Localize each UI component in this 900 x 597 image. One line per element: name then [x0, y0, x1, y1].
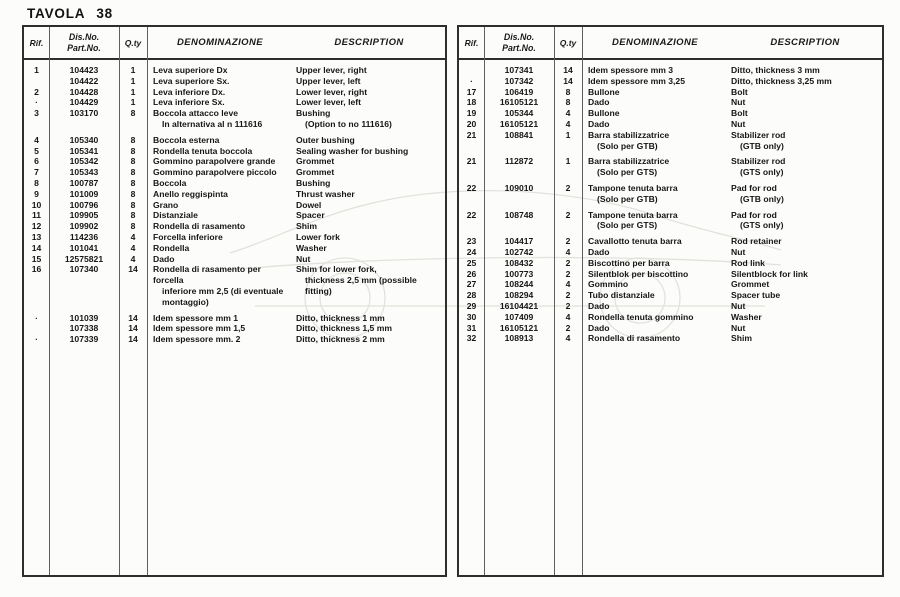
denominazione-cell: Idem spessore mm 1,5: [153, 323, 246, 334]
denominazione-cell: Leva inferiore Dx.: [153, 86, 226, 97]
column-rule: [49, 27, 50, 575]
description-cell: Spacer: [296, 210, 325, 221]
part-number-cell: 101039: [69, 312, 99, 323]
part-number-cell: 104428: [69, 86, 99, 97]
part-number-cell: 108432: [504, 257, 534, 268]
rif-cell: 25: [466, 257, 477, 268]
part-number-cell: 104422: [69, 75, 99, 86]
part-number-cell: 107409: [504, 311, 534, 322]
header-dis-no: Dis.No.: [68, 32, 100, 42]
table-row: [24, 243, 445, 254]
part-number-cell: 106419: [504, 86, 534, 97]
description-cell: Shim: [731, 333, 753, 344]
table-row: [24, 232, 445, 243]
table-row: [24, 167, 445, 178]
denominazione-cell: Distanziale: [153, 210, 198, 221]
quantity-cell: 14: [128, 264, 138, 275]
table-row: [24, 97, 445, 108]
quantity-cell: 8: [565, 97, 571, 108]
rif-cell: ·: [35, 97, 38, 108]
rif-cell: 11: [31, 210, 42, 221]
table-row: [459, 87, 882, 98]
description-cell: Nut: [731, 118, 746, 129]
rif-cell: 24: [466, 246, 477, 257]
part-number-cell: 114236: [69, 231, 99, 242]
table-row: [459, 183, 882, 205]
denominazione-cell: Rondella tenuta boccola: [153, 145, 253, 156]
part-number-cell: 108244: [504, 279, 534, 290]
quantity-cell: 1: [565, 129, 571, 140]
rif-cell: 1: [34, 65, 39, 75]
quantity-cell: 1: [565, 156, 571, 167]
description-cell: Ditto, thickness 2 mm: [296, 334, 385, 345]
table-row: [459, 290, 882, 301]
denominazione-cell: Dado: [588, 97, 610, 108]
denominazione-cell: Rondella di rasamento per forcella inferiore mm 2,5 (di eventuale montaggio): [153, 264, 284, 307]
part-number-cell: 107341: [504, 65, 534, 75]
rif-cell: 5: [34, 145, 39, 156]
table-row: [459, 76, 882, 87]
description-cell: Silentblock for link: [731, 268, 808, 279]
rif-cell: 29: [466, 300, 477, 311]
denominazione-cell: Bullone: [588, 86, 620, 97]
table-body-left: [24, 60, 445, 345]
part-number-cell: 101009: [69, 188, 99, 199]
description-cell: Bolt: [731, 86, 748, 97]
quantity-cell: 2: [565, 236, 571, 247]
denominazione-cell: Leva inferiore Sx.: [153, 97, 225, 108]
rif-cell: 22: [466, 209, 477, 220]
description-cell: Dowel: [296, 199, 322, 210]
rif-cell: 16: [31, 264, 42, 275]
description-cell: Shim: [296, 221, 318, 232]
part-number-cell: 100796: [69, 199, 99, 210]
table-row: [459, 210, 882, 232]
part-number-cell: 108294: [504, 290, 534, 301]
description-cell: Thrust washer: [296, 188, 355, 199]
header-dis-part-no: [484, 27, 554, 58]
description-cell: Bolt: [731, 108, 748, 119]
quantity-cell: 4: [565, 311, 571, 322]
description-cell: Stabilizer rod (GTB only): [731, 129, 786, 151]
denominazione-cell: Grano: [153, 199, 179, 210]
rif-cell: 20: [466, 118, 477, 129]
rif-cell: 10: [31, 199, 42, 210]
quantity-cell: 4: [130, 253, 136, 264]
denominazione-cell: Rondella di rasamento: [588, 333, 681, 344]
table-row: [459, 301, 882, 312]
denominazione-cell: Cavallotto tenuta barra: [588, 236, 682, 247]
denominazione-cell: Gommino parapolvere grande: [153, 156, 276, 167]
table-row: [459, 119, 882, 130]
rif-cell: 28: [466, 290, 477, 301]
header-denominazione: DENOMINAZIONE: [612, 37, 698, 48]
description-cell: Grommet: [731, 279, 770, 290]
quantity-cell: 8: [130, 177, 136, 188]
part-number-cell: 107342: [504, 75, 534, 86]
quantity-cell: 2: [565, 322, 571, 333]
description-cell: Nut: [731, 300, 746, 311]
denominazione-cell: Tubo distanziale: [588, 290, 655, 301]
table-row: [459, 312, 882, 323]
quantity-cell: 4: [565, 246, 571, 257]
table-row: [459, 269, 882, 280]
denominazione-cell: Boccola attacco leve In alternativa al n 111616: [153, 108, 263, 129]
part-number-cell: 101041: [69, 242, 99, 253]
description-cell: Grommet: [296, 167, 335, 178]
table-row: [24, 210, 445, 221]
denominazione-cell: Rondella tenuta gommino: [588, 311, 694, 322]
description-cell: Washer: [731, 311, 762, 322]
table-row: [459, 279, 882, 290]
quantity-cell: 14: [128, 312, 138, 323]
header-denominazione: DENOMINAZIONE: [177, 37, 263, 48]
rif-cell: 12: [31, 221, 42, 232]
rif-cell: [459, 65, 484, 76]
part-number-cell: 16105121: [499, 97, 539, 108]
denominazione-cell: Idem spessore mm 1: [153, 312, 239, 323]
rif-cell: ·: [470, 75, 473, 86]
table-row: [459, 236, 882, 247]
header-rif: Rif.: [464, 37, 479, 48]
denominazione-cell: Dado: [588, 322, 610, 333]
part-number-cell: 16105121: [499, 322, 539, 333]
denominazione-cell: Leva superiore Sx.: [153, 75, 230, 86]
rif-cell: ·: [35, 334, 38, 345]
parts-table-right: [457, 25, 884, 577]
column-rule: [484, 27, 485, 575]
quantity-cell: 8: [130, 199, 136, 210]
part-number-cell: 104417: [504, 236, 534, 247]
part-number-cell: 107339: [69, 334, 99, 345]
denominazione-cell: Tampone tenuta barra (Solo per GTS): [588, 209, 678, 231]
table-header: [24, 27, 445, 60]
rif-cell: 21: [466, 156, 477, 167]
header-dis-no: Dis.No.: [503, 32, 535, 42]
description-cell: Rod link: [731, 257, 765, 268]
parts-table-left: [22, 25, 447, 577]
rif-cell: 4: [34, 134, 39, 145]
table-row: [459, 323, 882, 334]
part-number-cell: 104423: [69, 65, 99, 75]
quantity-cell: 2: [565, 300, 571, 311]
rif-cell: 14: [31, 242, 42, 253]
denominazione-cell: Gommino: [588, 279, 629, 290]
table-row: [24, 264, 445, 307]
description-cell: Lower fork: [296, 231, 340, 242]
part-number-cell: 107340: [69, 264, 99, 275]
quantity-cell: 1: [130, 86, 136, 97]
table-row: [24, 178, 445, 189]
quantity-cell: 14: [563, 75, 573, 86]
quantity-cell: 4: [130, 231, 136, 242]
quantity-cell: 2: [565, 182, 571, 193]
table-row: [24, 146, 445, 157]
denominazione-cell: Dado: [588, 118, 610, 129]
description-cell: Grommet: [296, 156, 335, 167]
description-cell: Lower lever, left: [296, 97, 361, 108]
quantity-cell: 4: [565, 279, 571, 290]
table-row: [459, 156, 882, 178]
rif-cell: 27: [466, 279, 477, 290]
part-number-cell: 100773: [504, 268, 534, 279]
description-cell: Spacer tube: [731, 290, 781, 301]
rif-cell: 21: [466, 129, 477, 140]
table-row: [24, 334, 445, 345]
part-number-cell: 16105121: [499, 118, 539, 129]
table-header: [459, 27, 882, 60]
denominazione-cell: Tampone tenuta barra (Solo per GTB): [588, 182, 678, 204]
quantity-cell: 8: [130, 188, 136, 199]
description-cell: Ditto, thickness 3 mm: [731, 65, 820, 75]
description-cell: Ditto, thickness 1,5 mm: [296, 323, 392, 334]
column-rule: [147, 27, 148, 575]
rif-cell: [24, 323, 49, 334]
table-row: [459, 108, 882, 119]
table-row: [24, 65, 445, 76]
table-row: [24, 76, 445, 87]
rif-cell: 19: [466, 108, 477, 119]
denominazione-cell: Dado: [588, 300, 610, 311]
quantity-cell: 4: [130, 242, 136, 253]
rif-cell: 6: [34, 156, 39, 167]
quantity-cell: 1: [130, 65, 136, 75]
description-cell: Stabilizer rod (GTS only): [731, 156, 786, 178]
quantity-cell: 2: [565, 268, 571, 279]
header-part-no: Part.No.: [67, 42, 101, 53]
quantity-cell: 2: [565, 257, 571, 268]
quantity-cell: 1: [130, 97, 136, 108]
header-part-no: Part.No.: [502, 42, 536, 53]
part-number-cell: 108748: [504, 209, 534, 220]
table-body-right: [459, 60, 882, 344]
table-row: [24, 108, 445, 130]
rif-cell: ·: [35, 312, 38, 323]
table-row: [24, 254, 445, 265]
description-cell: Outer bushing: [296, 134, 355, 145]
part-number-cell: 12575821: [64, 253, 104, 264]
denominazione-cell: Leva superiore Dx: [153, 65, 228, 75]
rif-cell: 2: [34, 86, 39, 97]
table-row: [459, 333, 882, 344]
header-qty: Q.ty: [124, 37, 142, 48]
part-number-cell: 100787: [69, 177, 99, 188]
denominazione-cell: Biscottino per barra: [588, 257, 670, 268]
denominazione-cell: Boccola: [153, 177, 187, 188]
quantity-cell: 8: [130, 167, 136, 178]
part-number-cell: 109905: [69, 210, 99, 221]
header-description: DESCRIPTION: [770, 37, 840, 48]
part-number-cell: 109010: [504, 182, 534, 193]
quantity-cell: 1: [130, 75, 136, 86]
description-cell: Upper lever, left: [296, 75, 361, 86]
description-cell: Rod retainer: [731, 236, 782, 247]
quantity-cell: 8: [130, 221, 136, 232]
rif-cell: 32: [466, 333, 477, 344]
rif-cell: 7: [34, 167, 39, 178]
part-number-cell: 105341: [69, 145, 99, 156]
description-cell: Ditto, thickness 3,25 mm: [731, 75, 832, 86]
table-row: [24, 189, 445, 200]
quantity-cell: 4: [565, 333, 571, 344]
quantity-cell: 14: [128, 334, 138, 345]
header-description: DESCRIPTION: [334, 37, 404, 48]
table-row: [24, 135, 445, 146]
table-row: [24, 323, 445, 334]
table-row: [459, 65, 882, 76]
quantity-cell: 14: [563, 65, 573, 75]
denominazione-cell: Dado: [588, 246, 610, 257]
description-cell: Nut: [731, 322, 746, 333]
quantity-cell: 8: [565, 86, 571, 97]
page-title: TAVOLA 38: [27, 6, 113, 21]
rif-cell: 22: [466, 182, 477, 193]
denominazione-cell: Bullone: [588, 108, 620, 119]
rif-cell: 18: [466, 97, 477, 108]
denominazione-cell: Idem spessore mm 3: [588, 65, 674, 75]
rif-cell: 30: [466, 311, 477, 322]
part-number-cell: 105343: [69, 167, 99, 178]
denominazione-cell: Rondella: [153, 242, 190, 253]
table-row: [459, 130, 882, 152]
part-number-cell: 108913: [504, 333, 534, 344]
description-cell: Pad for rod (GTB only): [731, 182, 784, 204]
rif-cell: 8: [34, 177, 39, 188]
table-row: [24, 156, 445, 167]
part-number-cell: 107338: [69, 323, 99, 334]
description-cell: Sealing washer for bushing: [296, 145, 409, 156]
description-cell: Pad for rod (GTS only): [731, 209, 784, 231]
description-cell: Nut: [296, 253, 311, 264]
denominazione-cell: Silentblok per biscottino: [588, 268, 689, 279]
rif-cell: 3: [34, 108, 39, 119]
denominazione-cell: Boccola esterna: [153, 134, 220, 145]
quantity-cell: 4: [565, 108, 571, 119]
part-number-cell: 108841: [504, 129, 534, 140]
denominazione-cell: Barra stabilizzatrice (Solo per GTS): [588, 156, 670, 178]
table-row: [24, 200, 445, 211]
rif-cell: 31: [466, 322, 477, 333]
denominazione-cell: Anello reggispinta: [153, 188, 228, 199]
header-dis-part-no: [49, 27, 119, 58]
column-rule: [119, 27, 120, 575]
part-number-cell: 112872: [504, 156, 534, 167]
rif-cell: 9: [34, 188, 39, 199]
rif-cell: 23: [466, 236, 477, 247]
denominazione-cell: Gommino parapolvere piccolo: [153, 167, 277, 178]
description-cell: Bushing (Option to no 111616): [296, 108, 392, 129]
header-rif: Rif.: [29, 37, 44, 48]
table-row: [459, 97, 882, 108]
description-cell: Ditto, thickness 1 mm: [296, 312, 385, 323]
denominazione-cell: Dado: [153, 253, 175, 264]
denominazione-cell: Forcella inferiore: [153, 231, 223, 242]
description-cell: Washer: [296, 242, 327, 253]
quantity-cell: 8: [130, 134, 136, 145]
part-number-cell: 104429: [69, 97, 99, 108]
description-cell: Shim for lower fork, thickness 2,5 mm (possible fitting): [296, 264, 417, 296]
quantity-cell: 2: [565, 209, 571, 220]
part-number-cell: 103170: [69, 108, 99, 119]
part-number-cell: 105340: [69, 134, 99, 145]
rif-cell: 13: [31, 231, 42, 242]
quantity-cell: 8: [130, 108, 136, 119]
rif-cell: 26: [466, 268, 477, 279]
header-qty: Q.ty: [559, 37, 577, 48]
rif-cell: 15: [31, 253, 42, 264]
quantity-cell: 8: [130, 156, 136, 167]
column-rule: [582, 27, 583, 575]
description-cell: Nut: [731, 97, 746, 108]
table-row: [24, 221, 445, 232]
denominazione-cell: Idem spessore mm. 2: [153, 334, 241, 345]
description-cell: Lower lever, right: [296, 86, 368, 97]
quantity-cell: 8: [130, 145, 136, 156]
description-cell: Upper lever, right: [296, 65, 367, 75]
table-row: [24, 313, 445, 324]
table-row: [459, 258, 882, 269]
column-rule: [554, 27, 555, 575]
part-number-cell: 102742: [504, 246, 534, 257]
quantity-cell: 4: [565, 118, 571, 129]
quantity-cell: 14: [128, 323, 138, 334]
rif-cell: [24, 76, 49, 87]
rif-cell: 17: [466, 86, 477, 97]
denominazione-cell: Idem spessore mm 3,25: [588, 75, 685, 86]
part-number-cell: 109902: [69, 221, 99, 232]
part-number-cell: 105344: [504, 108, 534, 119]
table-row: [459, 247, 882, 258]
description-cell: Nut: [731, 246, 746, 257]
table-row: [24, 87, 445, 98]
quantity-cell: 2: [565, 290, 571, 301]
denominazione-cell: Barra stabilizzatrice (Solo per GTB): [588, 129, 670, 151]
part-number-cell: 16104421: [499, 300, 539, 311]
description-cell: Bushing: [296, 177, 331, 188]
part-number-cell: 105342: [69, 156, 99, 167]
quantity-cell: 8: [130, 210, 136, 221]
denominazione-cell: Rondella di rasamento: [153, 221, 246, 232]
